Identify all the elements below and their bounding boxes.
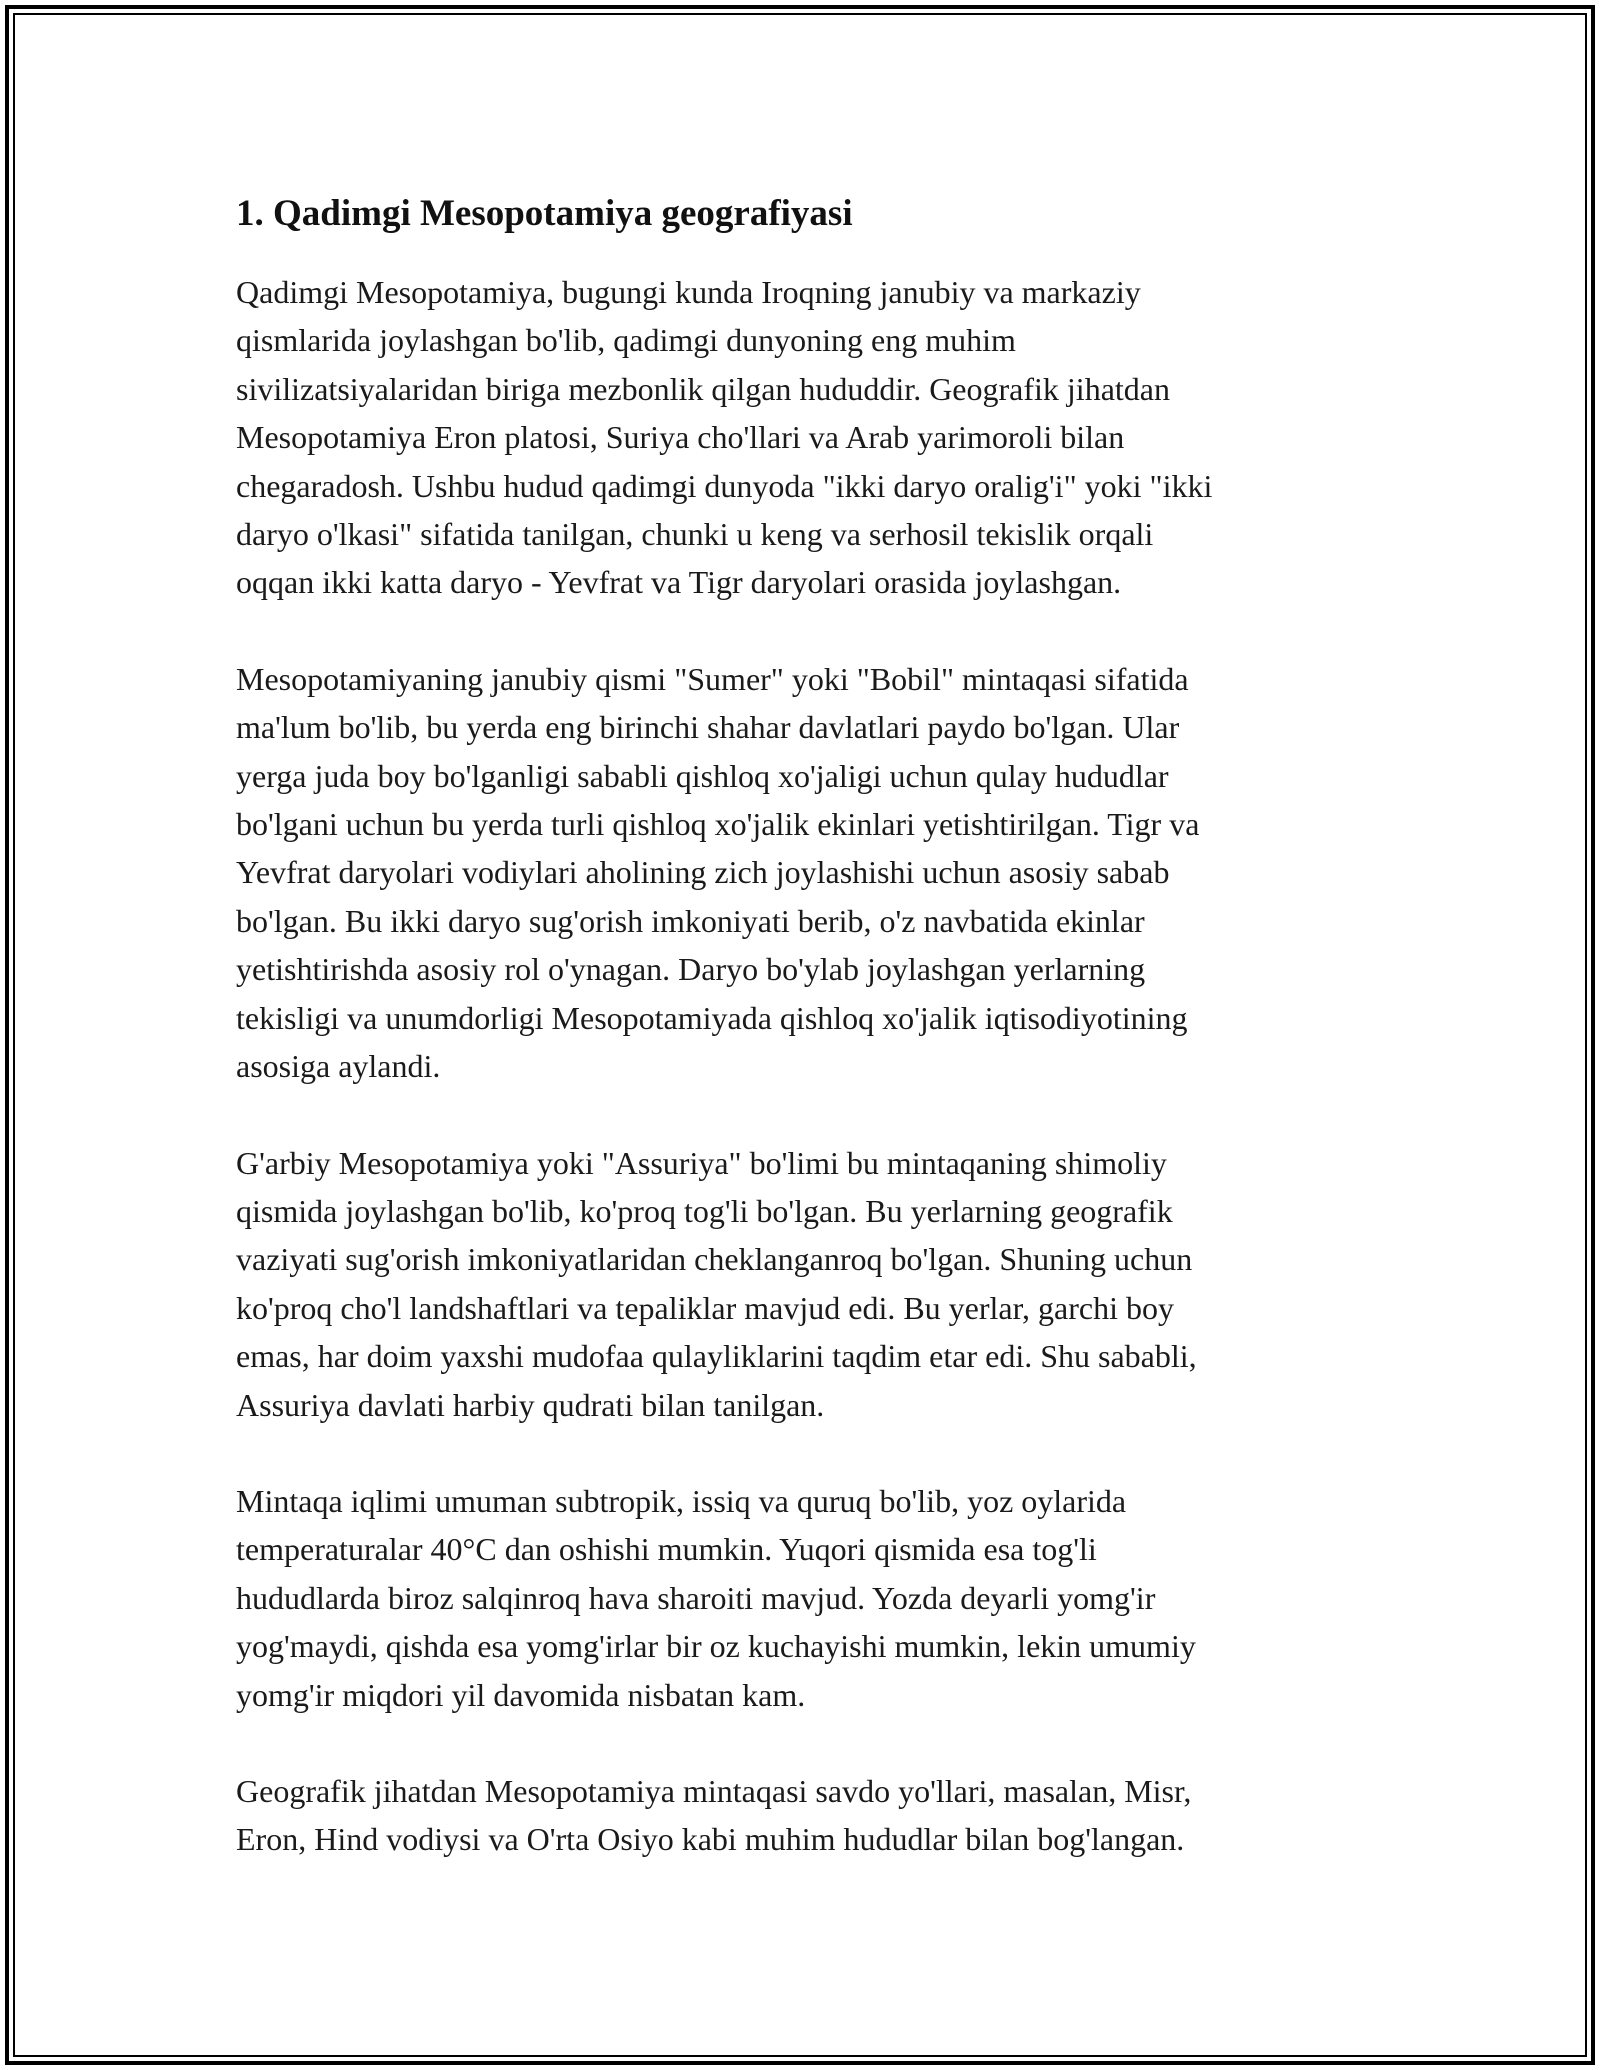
text-line: Geografik jihatdan Mesopotamiya mintaqasi savdo yo'llari, masalan, Misr, [236,1772,1192,1809]
text-line: qismlarida joylashgan bo'lib, qadimgi dunyoning eng muhim [236,322,1016,359]
document-body [236,190,1366,1912]
text-line: Mintaqa iqlimi umuman subtropik, issiq va quruq bo'lib, yoz oylarida [236,1482,1127,1519]
text-line: Yevfrat daryolari vodiylari aholining zich joylashishi uchun asosiy sabab [236,854,1170,891]
paragraph-trade-routes [236,1767,1366,1864]
section-heading: 1. Qadimgi Mesopotamiya geografiyasi [236,193,853,234]
text-line: Mesopotamiya Eron platosi, Suriya cho'llari va Arab yarimoroli bilan [236,419,1125,456]
text-line: temperaturalar 40°C dan oshishi mumkin. Yuqori qismida esa tog'li [236,1531,1097,1568]
text-line: G'arbiy Mesopotamiya yoki "Assuriya" bo'limi bu mintaqaning shimoliy [236,1144,1167,1181]
text-line: Mesopotamiyaning janubiy qismi "Sumer" yoki "Bobil" mintaqasi sifatida [236,660,1189,697]
paragraph-intro [236,268,1366,607]
text-line: Eron, Hind vodiysi va O'rta Osiyo kabi muhim hududlar bilan bog'langan. [236,1821,1185,1858]
text-line: sivilizatsiyalaridan biriga mezbonlik qilgan hududdir. Geografik jihatdan [236,370,1170,407]
text-line: hududlarda biroz salqinroq hava sharoiti mavjud. Yozda deyarli yomg'ir [236,1579,1156,1616]
text-line: yerga juda boy bo'lganligi sababli qishloq xo'jaligi uchun qulay hududlar [236,757,1169,794]
text-line: ma'lum bo'lib, bu yerda eng birinchi shahar davlatlari paydo bo'lgan. Ular [236,709,1180,746]
paragraph-climate [236,1477,1366,1719]
text-line: bo'lgan. Bu ikki daryo sug'orish imkoniyati berib, o'z navbatida ekinlar [236,902,1145,939]
paragraph-assyria [236,1139,1366,1429]
text-line: daryo o'lkasi" sifatida tanilgan, chunki u keng va serhosil tekislik orqali [236,516,1154,553]
text-line: oqqan ikki katta daryo - Yevfrat va Tigr daryolari orasida joylashgan. [236,564,1122,601]
text-line: asosiga aylandi. [236,1048,441,1085]
text-line: vaziyati sug'orish imkoniyatlaridan cheklanganroq bo'lgan. Shuning uchun [236,1241,1193,1278]
text-line: yomg'ir miqdori yil davomida nisbatan kam. [236,1676,806,1713]
text-line: bo'lgani uchun bu yerda turli qishloq xo'jalik ekinlari yetishtirilgan. Tigr va [236,806,1200,843]
text-line: Qadimgi Mesopotamiya, bugungi kunda Iroqning janubiy va markaziy [236,274,1141,310]
text-line: ko'proq cho'l landshaftlari va tepaliklar mavjud edi. Bu yerlar, garchi boy [236,1289,1174,1326]
text-line: yog'maydi, qishda esa yomg'irlar bir oz kuchayishi mumkin, lekin umumiy [236,1628,1196,1665]
text-line: chegaradosh. Ushbu hudud qadimgi dunyoda "ikki daryo oralig'i" yoki "ikki [236,467,1213,504]
text-line: yetishtirishda asosiy rol o'ynagan. Daryo bo'ylab joylashgan yerlarning [236,951,1146,988]
text-line: emas, har doim yaxshi mudofaa qulayliklarini taqdim etar edi. Shu sababli, [236,1338,1197,1375]
text-line: tekisligi va unumdorligi Mesopotamiyada qishloq xo'jalik iqtisodiyotining [236,999,1188,1036]
paragraph-southern-region [236,655,1366,1091]
text-line: qismida joylashgan bo'lib, ko'proq tog'li bo'lgan. Bu yerlarning geografik [236,1192,1173,1229]
text-line: Assuriya davlati harbiy qudrati bilan tanilgan. [236,1386,825,1423]
